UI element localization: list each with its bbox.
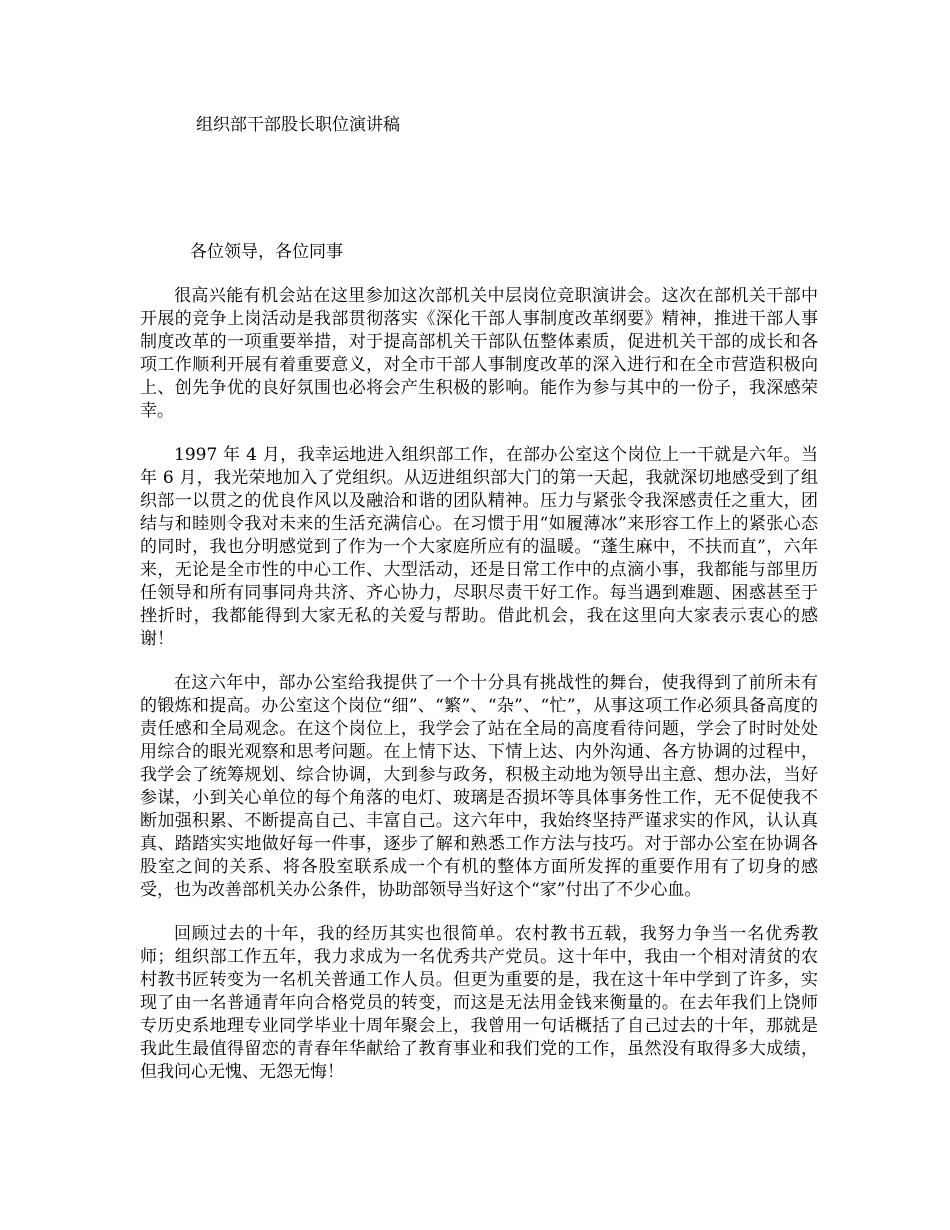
paragraph-review: 回顾过去的十年，我的经历其实也很简单。农村教书五载，我努力争当一名优秀教师；组织部工作五年，我力求成为一名优秀共产党员。这十年中，我由一个相对清贫的农村教书匠转变为一名机关普通工作人员。但更为重要的是，我在这十年中学到了许多，实现了由一名普通青年向合格党员的转变，而这是无法用金钱来衡量的。在去年我们上饶师专历史系地理专业同学毕业十周年聚会上，我曾用一句话概括了自己过去的十年，那就是我此生最值得留恋的青春年华献给了教育事业和我们党的工作，虽然没有取得多大成绩，但我问心无愧、无怨无悔！ bbox=[140, 924, 818, 1082]
document-title: 组织部干部股长职位演讲稿 bbox=[196, 115, 400, 135]
salutation: 各位领导，各位同事 bbox=[190, 242, 343, 262]
paragraph-joining: 1997 年 4 月，我幸运地进入组织部工作，在部办公室这个岗位上一干就是六年。当年 6 月，我光荣地加入了党组织。从迈进组织部大门的第一天起，我就深切地感受到了组织部一以贯之的优良作风以及融洽和谐的团队精神。压力与紧张令我深感责任之重大，团结与和睦则令我对未来的生活充满信心。在习惯于用“如履薄冰”来形容工作上的紧张心态的同时，我也分明感觉到了作为一个大家庭所应有的温暖。“蓬生麻中，不扶而直”，六年来，无论是全市性的中心工作、大型活动，还是日常工作中的点滴小事，我都能与部里历任领导和所有同事同舟共济、齐心协力，尽职尽责干好工作。每当遇到难题、困惑甚至于挫折时，我都能得到大家无私的关爱与帮助。借此机会，我在这里向大家表示衷心的感谢！ bbox=[140, 445, 818, 649]
paragraph-office-experience: 在这六年中，部办公室给我提供了一个十分具有挑战性的舞台，使我得到了前所未有的锻炼和提高。办公室这个岗位“细”、“繁”、“杂”、“忙”，从事这项工作必须具备高度的责任感和全局观念。在这个岗位上，我学会了站在全局的高度看待问题，学会了时时处处用综合的眼光观察和思考问题。在上情下达、下情上达、内外沟通、各方协调的过程中，我学会了统筹规划、综合协调，大到参与政务，积极主动地为领导出主意、想办法，当好参谋，小到关心单位的每个角落的电灯、玻璃是否损坏等具体事务性工作，无不促使我不断加强积累、不断提高自己、丰富自己。这六年中，我始终坚持严谨求实的作风，认认真真、踏踏实实地做好每一件事，逐步了解和熟悉工作方法与技巧。对于部办公室在协调各股室之间的关系、将各股室联系成一个有机的整体方面所发挥的重要作用有了切身的感受，也为改善部机关办公条件，协助部领导当好这个“家”付出了不少心血。 bbox=[140, 673, 818, 900]
paragraph-intro: 很高兴能有机会站在这里参加这次部机关中层岗位竞职演讲会。这次在部机关干部中开展的竞争上岗活动是我部贯彻落实《深化干部人事制度改革纲要》精神，推进干部人事制度改革的一项重要举措，对于提高部机关干部队伍整体素质，促进机关干部的成长和各项工作顺利开展有着重要意义，对全市干部人事制度改革的深入进行和在全市营造积极向上、创先争优的良好氛围也必将会产生积极的影响。能作为参与其中的一份子，我深感荣幸。 bbox=[140, 286, 818, 421]
document-body bbox=[140, 285, 818, 1105]
